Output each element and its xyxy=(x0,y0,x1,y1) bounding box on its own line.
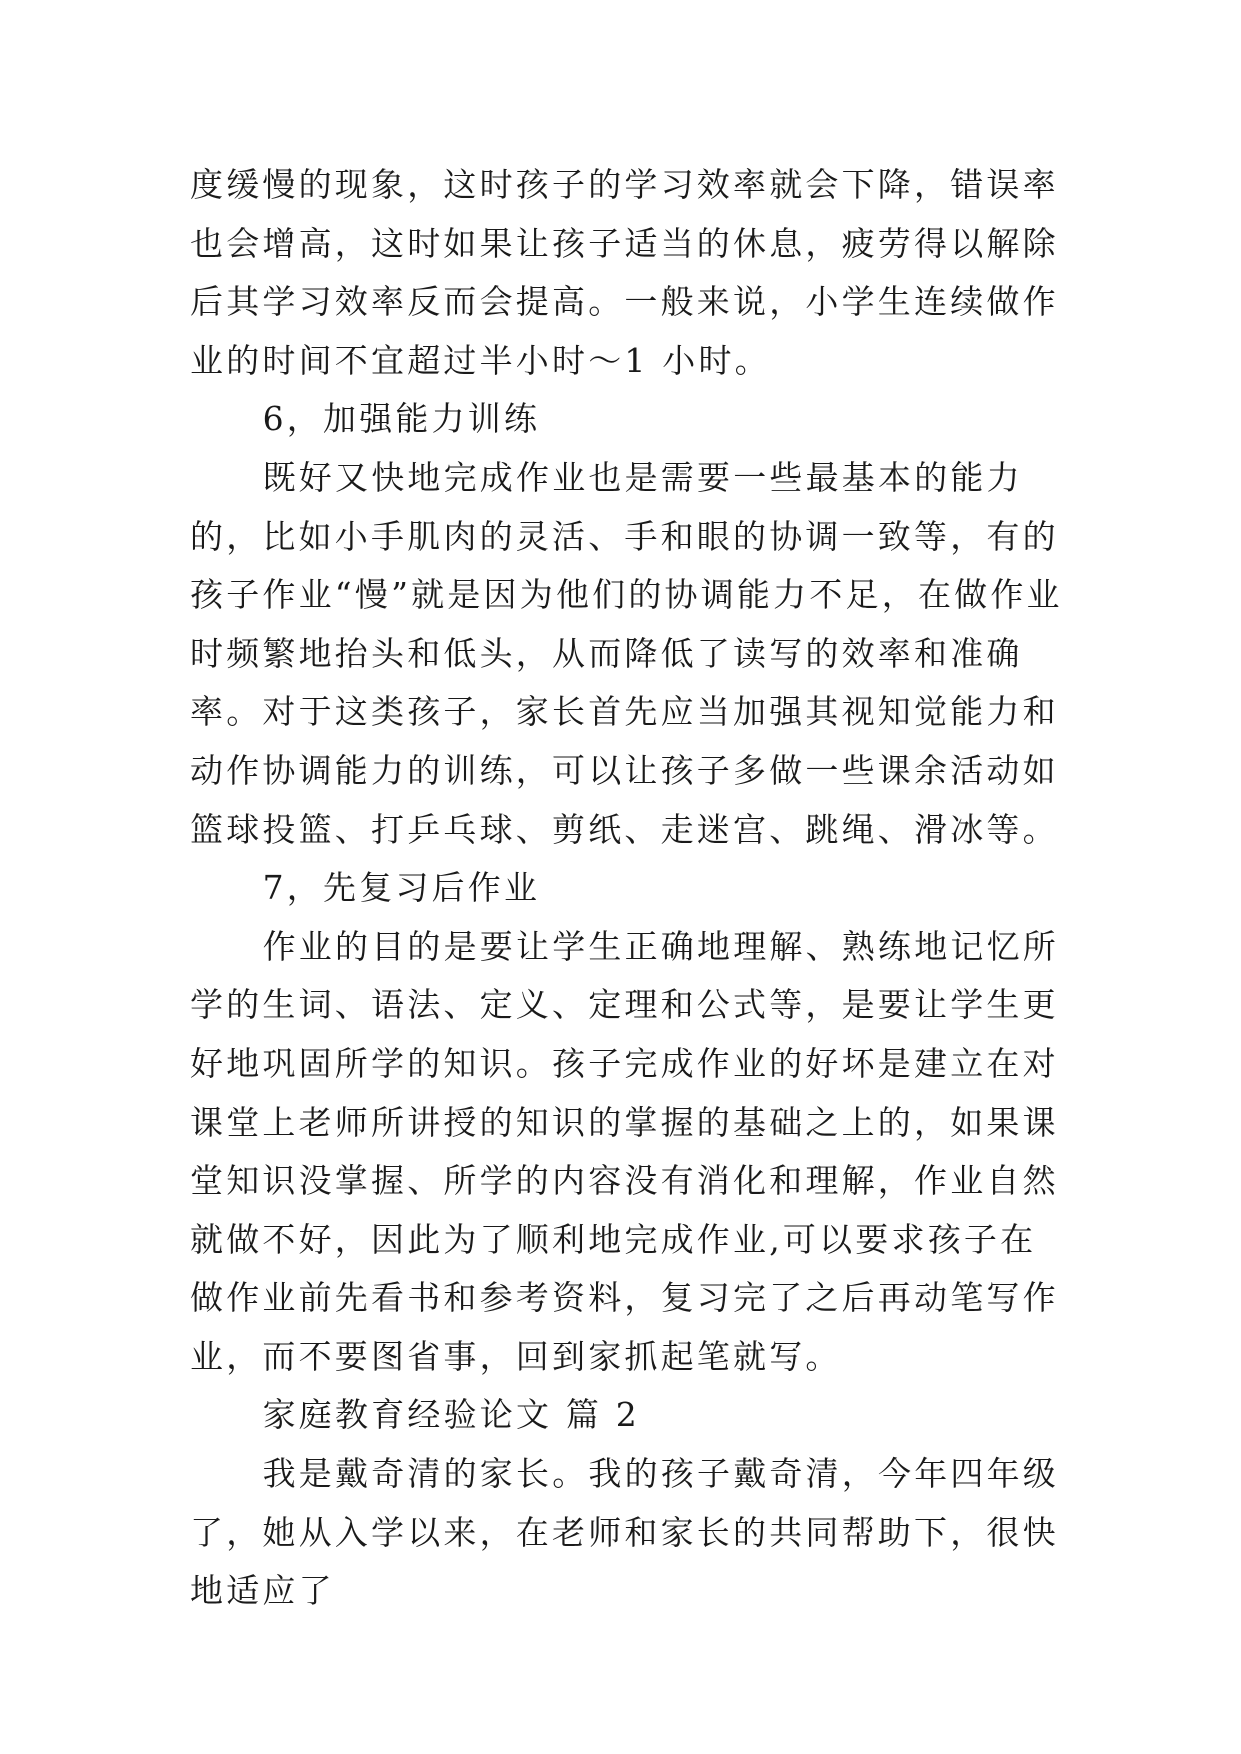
document-body xyxy=(190,156,1070,1621)
paragraph-review-first: 作业的目的是要让学生正确地理解、熟练地记忆所学的生词、语法、定义、定理和公式等，是要让学生更好地巩固所学的知识。孩子完成作业的好坏是建立在对课堂上老师所讲授的知识的掌握的基础之上的，如果课堂知识没掌握、所学的内容没有消化和理解，作业自然就做不好，因此为了顺利地完成作业,可以要求孩子在做作业前先看书和参考资料，复习完了之后再动笔写作业，而不要图省事，回到家抓起笔就写。 xyxy=(190,926,1059,1376)
section-heading-6: 6，加强能力训练 xyxy=(262,399,541,439)
article-heading-part-2: 家庭教育经验论文 篇 2 xyxy=(262,1395,640,1435)
section-heading-7: 7，先复习后作业 xyxy=(262,868,541,908)
paragraph-ability-training: 既好又快地完成作业也是需要一些最基本的能力的，比如小手肌肉的灵活、手和眼的协调一致等，有的孩子作业“慢”就是因为他们的协调能力不足，在做作业时频繁地抬头和低头，从而降低了读写的效率和准确率。对于这类孩子，家长首先应当加强其视知觉能力和动作协调能力的训练，可以让孩子多做一些课余活动如篮球投篮、打乒乓球、剪纸、走迷宫、跳绳、滑冰等。 xyxy=(190,457,1063,849)
paragraph-continued: 度缓慢的现象，这时孩子的学习效率就会下降，错误率也会增高，这时如果让孩子适当的休息，疲劳得以解除后其学习效率反而会提高。一般来说，小学生连续做作业的时间不宜超过半小时～1 小时。 xyxy=(190,165,1059,380)
paragraph-parent-intro: 我是戴奇清的家长。我的孩子戴奇清，今年四年级了，她从入学以来，在老师和家长的共同帮助下，很快地适应了 xyxy=(190,1454,1059,1611)
